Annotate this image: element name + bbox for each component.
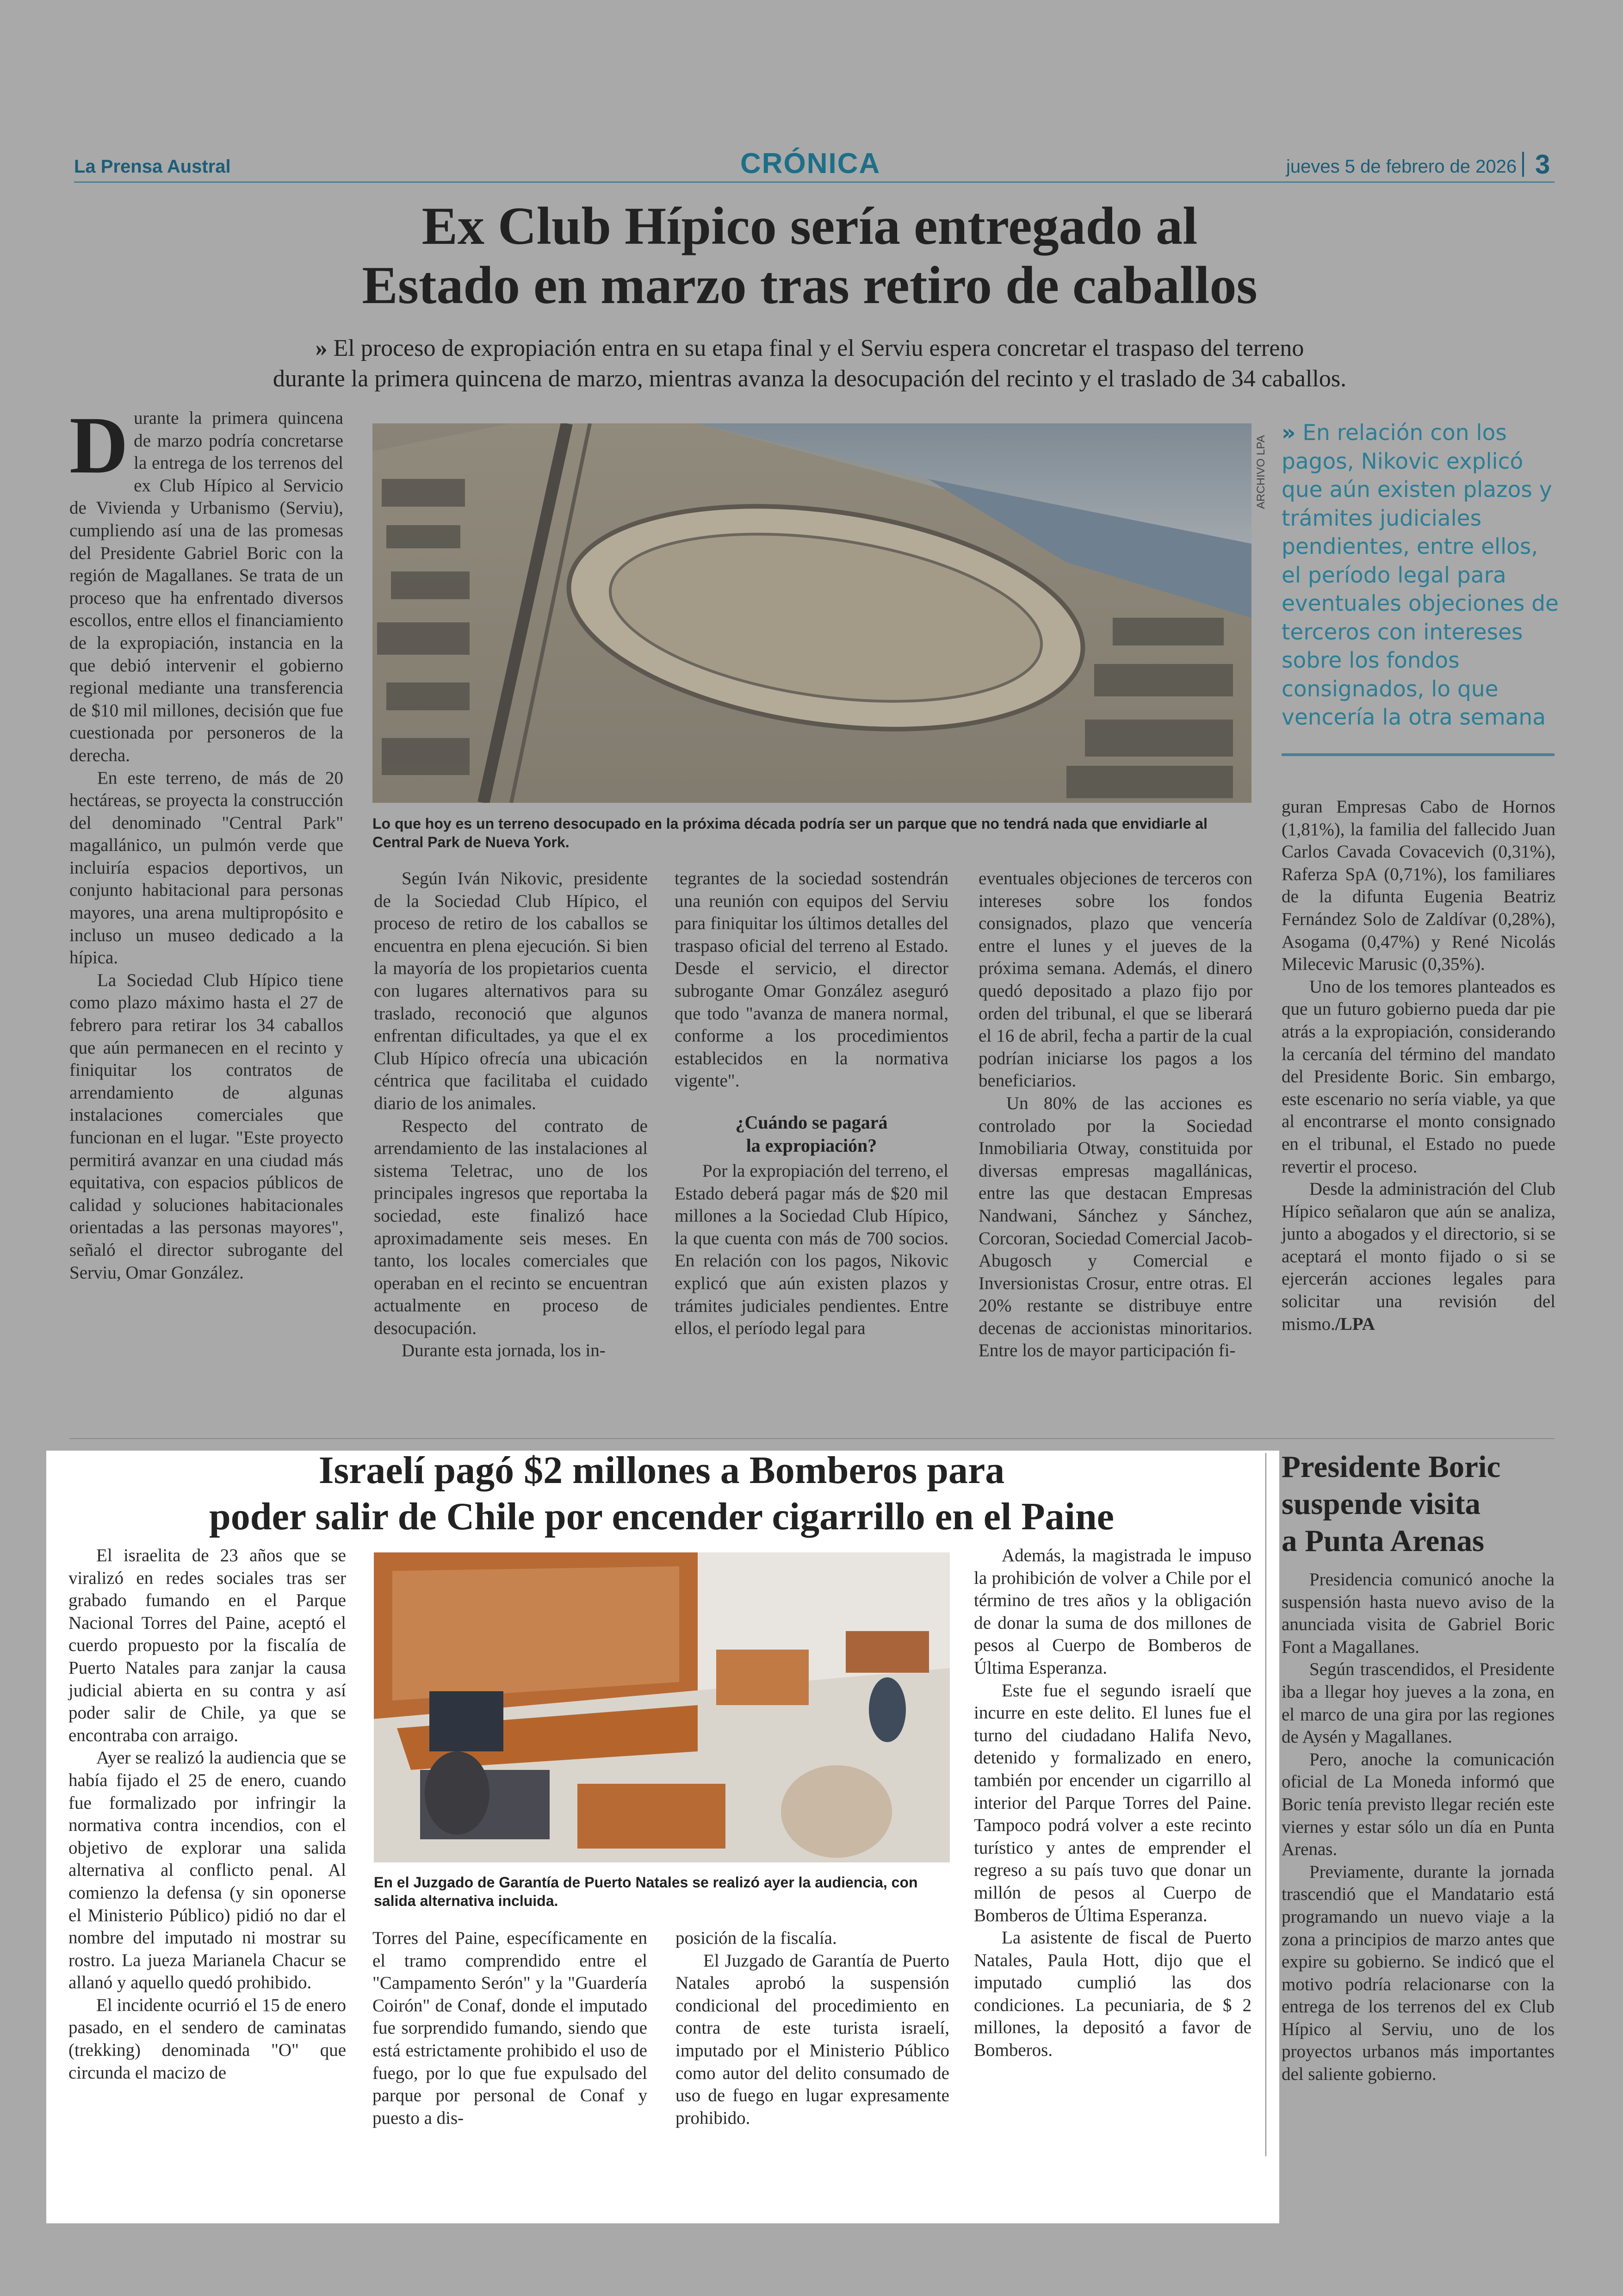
paragraph: Ayer se realizó la audiencia que se había fijado el 25 de enero, cuando fue formalizado por infringir la normativa contra incendios, con el objetivo de explorar una salida alternativa al conflicto penal. Al comienzo la defensa (y sin oponerse el Ministerio Público) pidió no dar el nombre del imputado ni mostrar su rostro. La jueza Marianela Chacur se allanó y aquello quedó prohibido. [68, 1748, 346, 1993]
pull-quote [1282, 419, 1559, 732]
main-deck-line-1 [176, 333, 1443, 364]
aerial-photo [372, 423, 1251, 803]
main-headline-line-2: Estado en marzo tras retiro de caballos [362, 256, 1258, 315]
double-chevron-right-icon: » [1282, 420, 1296, 446]
paragraph: Según Iván Nikovic, presidente de la Sociedad Club Hípico, el proceso de retiro de los caballos se encuentra en plena ejecución. Si bien la mayoría de los propietarios cuenta con lugares alternativos para su traslado, reconoció que algunos enfrentan dificultades, ya que el ex Club Hípico ofrecía una ubicación céntrica que facilitaba el cuidado diario de los animales. [374, 869, 648, 1113]
paragraph: Respecto del contrato de arrendamiento de las instalaciones al sistema Teletrac, uno de los principales ingresos que reportaba la sociedad, este finalizó hace aproximadamente seis meses. En tanto, los locales comerciales que operaban en el recinto se encuentran actualmente en proceso de desocupación. [374, 1116, 648, 1338]
header-divider [1522, 152, 1524, 177]
paragraph: Uno de los temores planteados es que un futuro gobierno pueda dar pie atrás a la expropiación, considerando la cercanía del término del mandato del Presidente Boric. Sin embargo, este escenario no sería viable, ya que al encontrarse el monto consignado en el tribunal, el Estado no puede revertir el proceso. [1282, 976, 1555, 1177]
aerial-hippodrome-image [372, 423, 1251, 803]
second-column-3 [675, 1927, 949, 2129]
pull-quote-rule [1282, 753, 1555, 756]
column-divider [1265, 1453, 1266, 2156]
drop-cap: D [69, 400, 129, 490]
photo-caption: Lo que hoy es un terreno desocupado en la próxima década podría ser un parque que no tendrá nada que envidiarle al Central Park de Nueva York. [372, 815, 1208, 850]
side-headline-line-3: a Punta Arenas [1282, 1524, 1485, 1558]
main-column-5 [1282, 796, 1555, 1335]
second-column-2 [372, 1927, 647, 2129]
paragraph-text: Desde la administración del Club Hípico señalaron que aún se analiza, junto a abogados y el directorio, si se aceptará el monto fijado o si se ejercerán acciones legales para solicitar una revisión del mismo. [1282, 1179, 1555, 1334]
paragraph: eventuales objeciones de terceros con intereses sobre los fondos consignados, plazo que vencería entre el lunes y el jueves de la próxima semana. Además, el dinero quedó depositado a plazo fijo por orden del tribunal, el que se liberará el 16 de abril, fecha a partir de la cual podrían iniciarse los pagos a los beneficiarios. [979, 869, 1252, 1091]
paragraph: guran Empresas Cabo de Hornos (1,81%), la familia del fallecido Juan Carlos Cavada Covacevich (0,31%), Raferza SpA (0,71%), los familiares de la difunta Eugenia Beatriz Fernández Solo de Zaldívar (0,28%), Asogama (0,47%) y René Nicolás Milecevic Marusic (0,35%). [1282, 797, 1555, 974]
paragraph: El Juzgado de Garantía de Puerto Natales aprobó la suspensión condicional del procedimiento en contra de este turista israelí, imputado por el Ministerio Público como autor del delito consumado de uso de fuego en lugar expresamente prohibido. [675, 1950, 949, 2128]
main-column-3 [675, 868, 948, 1340]
second-headline-line-1: Israelí pagó $2 millones a Bomberos para [318, 1449, 1005, 1492]
main-column-4 [979, 868, 1252, 1362]
paragraph: Además, la magistrada le impuso la prohibición de volver a Chile por el término de tres años y la obligación de donar la suma de dos millones de pesos al Cuerpo de Bomberos de Última Esperanza. [974, 1545, 1251, 1678]
paragraph: La asistente de fiscal de Puerto Natales, Paula Hott, dijo que el imputado cumplió las dos condiciones. La pecuniaria, de $ 2 millones, la depositó a favor de Bomberos. [974, 1928, 1251, 2060]
main-deck-text-1: El proceso de expropiación entra en su etapa final y el Serviu espera concretar el traspaso del terreno [333, 335, 1304, 361]
second-column-1 [68, 1545, 346, 2084]
side-headline-line-1: Presidente Boric [1282, 1450, 1501, 1484]
main-deck-line-2: durante la primera quincena de marzo, mientras avanza la desocupación del recinto y el traslado de 34 caballos. [273, 366, 1347, 392]
second-headline-line-2: poder salir de Chile por encender cigarrillo en el Paine [209, 1495, 1114, 1538]
paragraph: Un 80% de las acciones es controlado por la Sociedad Inmobiliaria Otway, constituida por diversas empresas magallánicas, entre las que destacan Empresas Nandwani, Sánchez y Sánchez, Corcoran, Sociedad Comercial Jacob-Abugosch y Comercial e Inversionistas Crosur, entre otras. El 20% restante se distribuye entre decenas de accionistas minoritarios. Entre los de mayor participación fi- [979, 1093, 1252, 1361]
paragraph: Presidencia comunicó anoche la suspensión hasta nuevo aviso de la anunciada visita de Gabriel Boric Font a Magallanes. [1282, 1570, 1555, 1657]
main-headline [231, 197, 1388, 315]
side-headline [1282, 1448, 1559, 1559]
double-chevron-right-icon: » [315, 335, 328, 361]
header-rule [74, 181, 1555, 183]
paragraph: La Sociedad Club Hípico tiene como plazo máximo hasta el 27 de febrero para retirar los 34 caballos que aún permanecen en el recinto y finiquitar los contratos de arrendamiento de algunas instalaciones comerciales que funcionan en el lugar. "Este proyecto permitirá avanzar en una ciudad más equitativa, con espacios públicos de calidad y soluciones habitacionales orientadas a las personas mayores", señaló el director subrogante del Serviu, Omar González. [69, 970, 343, 1283]
pull-quote-text: En relación con los pagos, Nikovic explicó que aún existen plazos y trámites judiciales pendientes, entre ellos, el período legal para eventuales objeciones de terceros con intereses sobre los fondos consignados, lo que vencería la otra semana [1282, 420, 1559, 730]
photo-credit: ARCHIVO LPA [1255, 435, 1267, 509]
paragraph: El incidente ocurrió el 15 de enero pasado, en el sendero de caminatas (trekking) denominada "O" que circunda el macizo de [68, 1995, 346, 2083]
paragraph: tegrantes de la sociedad sostendrán una reunión con equipos del Serviu para finiquitar los últimos detalles del traspaso oficial del terreno al Estado. Desde el servicio, el director subrogante Omar González aseguró que todo "avanza de manera normal, conforme a los procedimientos establecidos en la normativa vigente". [675, 869, 948, 1091]
main-column-1 [69, 400, 343, 1284]
second-column-4 [974, 1545, 1251, 2062]
second-headline [65, 1447, 1258, 1540]
main-deck [176, 333, 1443, 394]
paragraph: Previamente, durante la jornada trascendió que el Mandatario está programando un nuevo viaje a la zona a principios de marzo antes que expire su gobierno. Se indicó que el motivo podría relacionarse con la entrega de los terrenos del ex Club Hípico al Serviu, uno de los proyectos urbanos más importantes del saliente gobierno. [1282, 1862, 1555, 2085]
story-separator [69, 1438, 1555, 1439]
courtroom-photo [374, 1552, 950, 1862]
subhead [675, 1111, 948, 1157]
paragraph: Este fue el segundo israelí que incurre en este delito. El lunes fue el turno del ciudadano Halifa Nevo, detenido y formalizado en enero, también por encender un cigarrillo al interior del Parque Torres del Paine. Tampoco podrá volver a este recinto turístico y antes de emprender el regreso a su país tuvo que donar un millón de pesos al Cuerpo de Bomberos de Última Esperanza. [974, 1680, 1251, 1925]
main-column-2 [374, 868, 648, 1362]
paragraph: Torres del Paine, específicamente en el tramo comprendido entre el "Campamento Serón" y la "Guardería Coirón" de Conaf, donde el imputado fue sorprendido fumando, siendo que está estrictamente prohibido el uso de fuego, por lo que fue expulsado del parque por personal de Conaf y puesto a dis- [372, 1928, 647, 2128]
paragraph: Según trascendidos, el Presidente iba a llegar hoy jueves a la zona, en el marco de una gira por las regiones de Aysén y Magallanes. [1282, 1659, 1555, 1747]
paragraph: El israelita de 23 años que se viralizó en redes sociales tras ser grabado fumando en el Parque Nacional Torres del Paine, aceptó el cuerdo propuesto por la fiscalía de Puerto Natales para zanjar la causa judicial abierta en su contra y así poder salir de Chile, ya que se encontraba con arraigo. [68, 1545, 346, 1745]
subhead-line-1: ¿Cuándo se pagará [735, 1111, 888, 1133]
lead-text: urante la primera quincena de marzo podría concretarse la entrega de los terrenos del ex Club Hípico al Servicio de Vivienda y Urbanismo (Serviu), cumpliendo así una de las promesas del Presidente Gabriel Boric con la región de Magallanes. Se trata de un proceso que ha enfrentado diversos escollos, entre ellos el financiamiento de la expropiación, instancia en la que debió intervenir el gobierno regional mediante una transferencia de $10 mil millones, decisión que fue cuestionada por personeros de la derecha. [69, 408, 343, 765]
lead-paragraph [69, 400, 343, 767]
side-headline-line-2: suspende visita [1282, 1487, 1481, 1521]
signoff: /LPA [1335, 1314, 1375, 1334]
courtroom-photo-caption: En el Juzgado de Garantía de Puerto Natales se realizó ayer la audiencia, con salida alternativa incluida. [374, 1874, 918, 1909]
section-title: CRÓNICA [740, 148, 881, 180]
paragraph: posición de la fiscalía. [675, 1928, 837, 1948]
publication-name: La Prensa Austral [74, 156, 231, 177]
courtroom-image [374, 1552, 950, 1862]
page-number: 3 [1535, 149, 1550, 180]
subhead-line-2: la expropiación? [746, 1135, 877, 1156]
side-column [1282, 1569, 1555, 2086]
paragraph: Pero, anoche la comunicación oficial de La Moneda informó que Boric tenía previsto llegar recién este viernes y estar sólo un día en Punta Arenas. [1282, 1749, 1555, 1860]
paragraph: Durante esta jornada, los in- [402, 1340, 606, 1361]
main-headline-line-1: Ex Club Hípico sería entregado al [421, 197, 1198, 256]
paragraph: Por la expropiación del terreno, el Estado deberá pagar más de $20 mil millones a la Sociedad Club Hípico, la que cuenta con más de 700 socios. En relación con los pagos, Nikovic explicó que aún existen plazos y trámites judiciales pendientes. Entre ellos, el período legal para [675, 1160, 948, 1339]
paragraph: En este terreno, de más de 20 hectáreas, se proyecta la construcción del denominado "Central Park" magallánico, un pulmón verde que incluiría espacios deportivos, un conjunto habitacional para personas mayores, una arena multipropósito e incluso un museo dedicado a la hípica. [69, 768, 343, 968]
issue-date: jueves 5 de febrero de 2026 [1286, 156, 1517, 177]
